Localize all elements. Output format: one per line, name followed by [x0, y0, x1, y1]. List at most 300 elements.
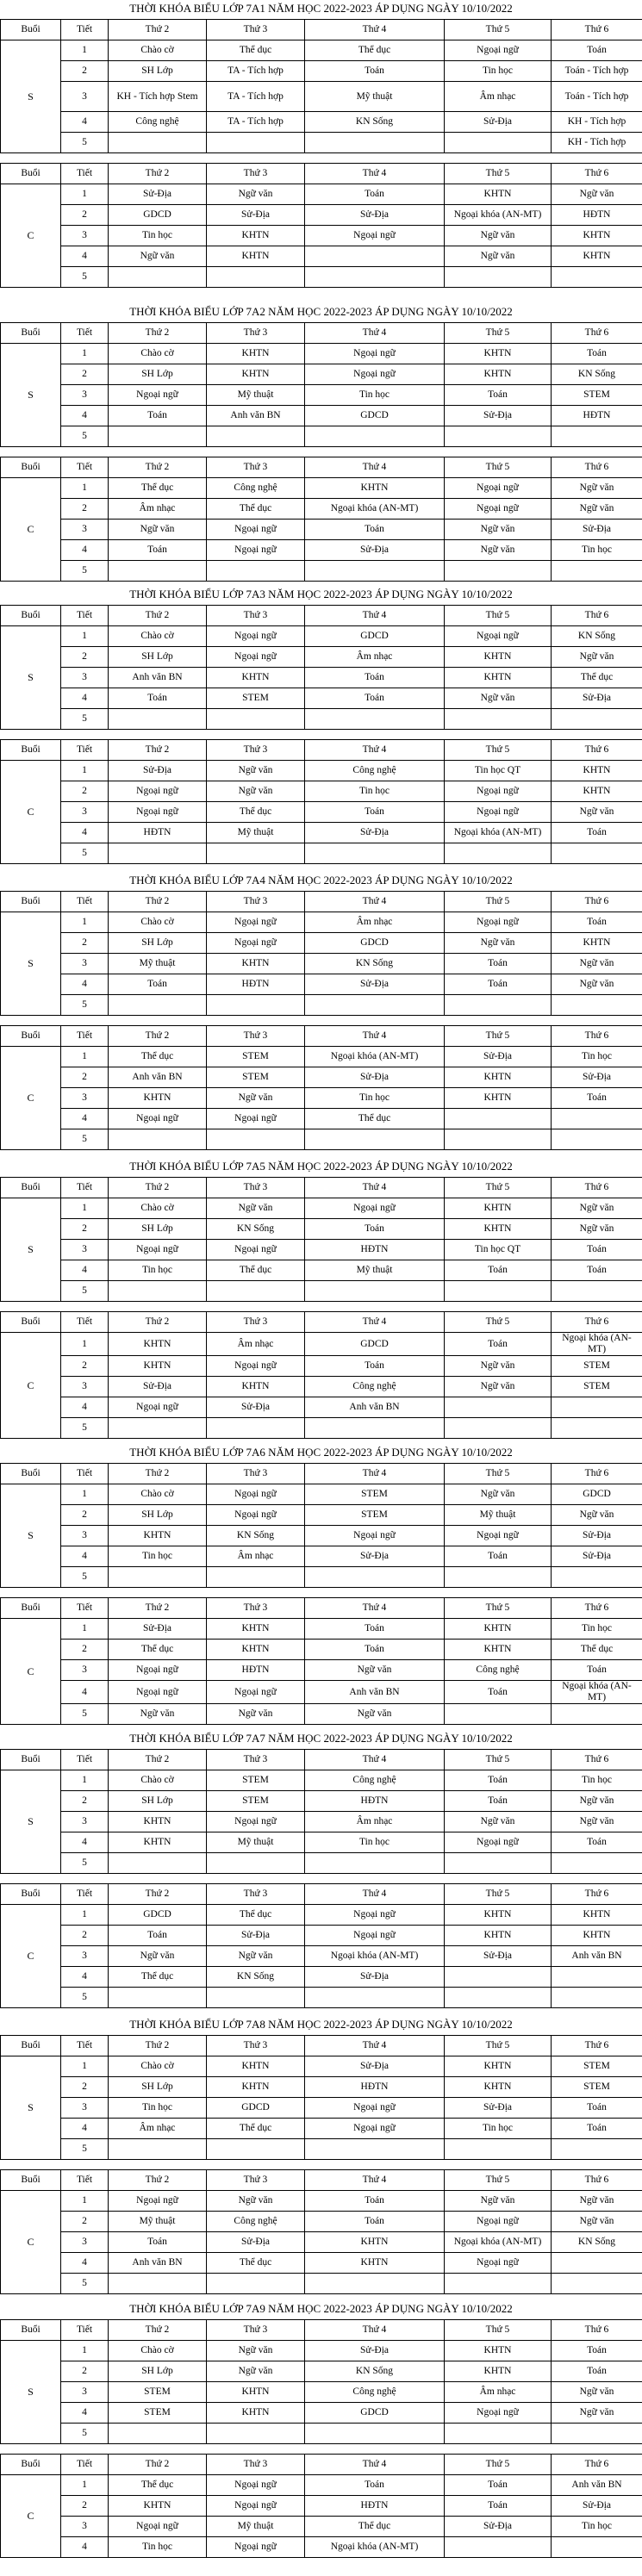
subject-cell: STEM [207, 1791, 305, 1812]
subject-cell [552, 1988, 642, 2008]
gap-cell [109, 1588, 207, 1598]
subject-cell: GDCD [305, 2403, 445, 2424]
period-number: 3 [61, 2232, 109, 2253]
day-header-2: Thứ 2 [109, 1884, 207, 1905]
subject-cell: KN Sống [207, 1967, 305, 1988]
subject-cell [445, 2537, 552, 2558]
period-row [1, 647, 642, 668]
tiet-header: Tiết [61, 2036, 109, 2056]
period-number: 3 [61, 2382, 109, 2403]
subject-cell [445, 561, 552, 582]
period-number: 1 [61, 2475, 109, 2496]
day-header-6: Thứ 6 [552, 1312, 642, 1333]
subject-cell: SH Lớp [109, 647, 207, 668]
subject-cell [207, 709, 305, 730]
class-title: THỜI KHÓA BIỂU LỚP 7A5 NĂM HỌC 2022-2023 ÁP DỤNG NGÀY 10/10/2022 [129, 1160, 513, 1173]
subject-cell: Ngữ văn [552, 2191, 642, 2212]
subject-cell: Ngữ văn [552, 478, 642, 499]
subject-cell: STEM [207, 688, 305, 709]
subject-cell: Chào cờ [109, 912, 207, 933]
subject-cell: Ngữ văn [207, 184, 305, 205]
period-row [1, 2119, 642, 2139]
subject-cell: Ngữ văn [445, 1356, 552, 1377]
period-number: 3 [61, 1240, 109, 1260]
day-header-3: Thứ 3 [207, 457, 305, 478]
subject-cell: Sử-Địa [305, 2341, 445, 2361]
buoi-header: Buổi [1, 1598, 61, 1619]
subject-cell: Anh văn BN [305, 1681, 445, 1704]
subject-cell [109, 1281, 207, 1302]
subject-cell [552, 1567, 642, 1588]
session-label: C [1, 2475, 61, 2558]
gap-cell [305, 730, 445, 740]
subject-cell: KHTN [207, 2403, 305, 2424]
session-label: C [1, 761, 61, 864]
period-number: 3 [61, 520, 109, 540]
period-number: 2 [61, 2361, 109, 2382]
period-number: 2 [61, 1791, 109, 1812]
subject-cell: KN Sống [552, 364, 642, 385]
session-gap [1, 447, 642, 457]
subject-cell: Ngoại ngữ [207, 647, 305, 668]
class-title: THỜI KHÓA BIỂU LỚP 7A1 NĂM HỌC 2022-2023 ÁP DỤNG NGÀY 10/10/2022 [129, 2, 513, 15]
subject-cell: Ngoại ngữ [305, 2098, 445, 2119]
subject-cell: Anh văn BN [109, 668, 207, 688]
period-number: 5 [61, 1567, 109, 1588]
session-label: C [1, 184, 61, 288]
buoi-header: Buổi [1, 1464, 61, 1484]
timetable-7a9 [0, 2319, 642, 2558]
subject-cell: Sử-Địa [552, 1546, 642, 1567]
subject-cell: STEM [305, 1505, 445, 1526]
period-number: 3 [61, 802, 109, 823]
subject-cell [445, 709, 552, 730]
subject-cell [445, 2274, 552, 2294]
subject-cell: Toán [552, 1660, 642, 1681]
subject-cell [207, 995, 305, 1016]
subject-cell: Ngữ văn [445, 1377, 552, 1397]
day-header-6: Thứ 6 [552, 323, 642, 344]
subject-cell: KHTN [552, 761, 642, 781]
period-row [1, 2232, 642, 2253]
gap-cell [207, 2444, 305, 2455]
subject-cell [109, 133, 207, 153]
period-number: 1 [61, 2056, 109, 2077]
session-label: C [1, 1333, 61, 1439]
subject-cell [305, 561, 445, 582]
subject-cell: Anh văn BN [552, 1946, 642, 1967]
subject-cell: Ngữ văn [445, 933, 552, 954]
subject-cell: Toán [552, 2341, 642, 2361]
header-row [1, 2170, 642, 2191]
period-number: 1 [61, 1047, 109, 1067]
subject-cell: Ngoại khóa (AN-MT) [305, 1946, 445, 1967]
subject-cell: Toán [445, 1333, 552, 1356]
subject-cell: HĐTN [207, 1660, 305, 1681]
buoi-header: Buổi [1, 2320, 61, 2341]
gap-cell [552, 2160, 642, 2170]
subject-cell: STEM [207, 1770, 305, 1791]
period-row [1, 184, 642, 205]
period-row [1, 843, 642, 864]
period-row [1, 974, 642, 995]
period-number: 4 [61, 1260, 109, 1281]
buoi-header: Buổi [1, 2170, 61, 2191]
subject-cell [207, 2274, 305, 2294]
subject-cell: Mỹ thuật [109, 954, 207, 974]
period-row [1, 1640, 642, 1660]
period-row [1, 1260, 642, 1281]
subject-cell [305, 1853, 445, 1874]
day-header-6: Thứ 6 [552, 164, 642, 184]
period-row [1, 1660, 642, 1681]
subject-cell: HĐTN [207, 974, 305, 995]
period-row [1, 668, 642, 688]
subject-cell: KHTN [207, 364, 305, 385]
subject-cell [109, 267, 207, 288]
gap-cell [552, 153, 642, 164]
day-header-3: Thứ 3 [207, 1464, 305, 1484]
subject-cell: KHTN [305, 2253, 445, 2274]
subject-cell [445, 1567, 552, 1588]
period-number: 3 [61, 2098, 109, 2119]
subject-cell: KHTN [445, 1219, 552, 1240]
buoi-header: Buổi [1, 323, 61, 344]
subject-cell: Toán [552, 344, 642, 364]
day-header-2: Thứ 2 [109, 892, 207, 912]
subject-cell: Ngoại ngữ [207, 1812, 305, 1832]
timetable-7a6 [0, 1463, 642, 1725]
day-header-4: Thứ 4 [305, 1884, 445, 1905]
subject-cell [552, 1704, 642, 1725]
period-row [1, 1088, 642, 1109]
timetable-7a1 [0, 19, 642, 288]
subject-cell: Ngoại ngữ [109, 2517, 207, 2537]
gap-cell [552, 730, 642, 740]
subject-cell: Sử-Địa [207, 205, 305, 226]
subject-cell: Sử-Địa [305, 2056, 445, 2077]
subject-cell: Chào cờ [109, 626, 207, 647]
header-row [1, 164, 642, 184]
subject-cell: Tin học QT [445, 1240, 552, 1260]
subject-cell [305, 1418, 445, 1439]
session-label: S [1, 1198, 61, 1302]
subject-cell: SH Lớp [109, 1791, 207, 1812]
subject-cell: Ngoại khóa (AN-MT) [445, 823, 552, 843]
subject-cell: Ngữ văn [445, 1484, 552, 1505]
subject-cell: KH - Tích hợp Stem [109, 82, 207, 112]
subject-cell: KHTN [207, 668, 305, 688]
period-number: 1 [61, 1905, 109, 1926]
period-number: 4 [61, 1681, 109, 1704]
period-number: 5 [61, 1281, 109, 1302]
subject-cell: Công nghệ [445, 1660, 552, 1681]
day-header-3: Thứ 3 [207, 323, 305, 344]
day-header-6: Thứ 6 [552, 20, 642, 40]
period-row [1, 1832, 642, 1853]
subject-cell: Ngoại ngữ [207, 2496, 305, 2517]
session-gap [1, 730, 642, 740]
day-header-3: Thứ 3 [207, 1026, 305, 1047]
subject-cell: STEM [109, 2382, 207, 2403]
period-number: 5 [61, 1418, 109, 1439]
subject-cell [305, 995, 445, 1016]
period-row [1, 2382, 642, 2403]
buoi-header: Buổi [1, 892, 61, 912]
subject-cell: Ngoại ngữ [207, 1356, 305, 1377]
subject-cell: Mỹ thuật [305, 1260, 445, 1281]
gap-cell [305, 2444, 445, 2455]
subject-cell: KHTN [445, 1640, 552, 1660]
class-title: THỜI KHÓA BIỂU LỚP 7A3 NĂM HỌC 2022-2023 ÁP DỤNG NGÀY 10/10/2022 [129, 588, 513, 600]
subject-cell: Thể dục [207, 1260, 305, 1281]
subject-cell: Sử-Địa [445, 112, 552, 133]
day-header-5: Thứ 5 [445, 323, 552, 344]
tiet-header: Tiết [61, 606, 109, 626]
period-row [1, 2341, 642, 2361]
subject-cell: Tin học [305, 1832, 445, 1853]
subject-cell: Thể dục [109, 1640, 207, 1660]
period-row [1, 1905, 642, 1926]
period-number: 2 [61, 647, 109, 668]
period-row [1, 1681, 642, 1704]
subject-cell: Ngoại ngữ [305, 226, 445, 246]
subject-cell: Ngữ văn [445, 246, 552, 267]
period-number: 5 [61, 2274, 109, 2294]
subject-cell: Ngoại ngữ [445, 40, 552, 61]
day-header-6: Thứ 6 [552, 1598, 642, 1619]
subject-cell [552, 2424, 642, 2444]
subject-cell: Tin học [552, 1770, 642, 1791]
subject-cell [445, 995, 552, 1016]
period-row [1, 1067, 642, 1088]
subject-cell [552, 2139, 642, 2160]
subject-cell: Ngoại khóa (AN-MT) [552, 1681, 642, 1704]
subject-cell: KN Sống [552, 626, 642, 647]
subject-cell: Toán [552, 823, 642, 843]
subject-cell: Âm nhạc [305, 647, 445, 668]
subject-cell [109, 995, 207, 1016]
day-header-5: Thứ 5 [445, 1178, 552, 1198]
tiet-header: Tiết [61, 1750, 109, 1770]
period-row [1, 1619, 642, 1640]
subject-cell: Ngữ văn [445, 520, 552, 540]
header-row [1, 2455, 642, 2475]
subject-cell: Ngoại ngữ [109, 802, 207, 823]
gap-cell [305, 1588, 445, 1598]
subject-cell [552, 2537, 642, 2558]
period-number: 5 [61, 1988, 109, 2008]
subject-cell [109, 1567, 207, 1588]
period-row [1, 385, 642, 406]
gap-cell [109, 447, 207, 457]
subject-cell: KHTN [109, 2496, 207, 2517]
period-number: 5 [61, 267, 109, 288]
period-row [1, 912, 642, 933]
subject-cell: Ngữ văn [207, 781, 305, 802]
header-row [1, 1750, 642, 1770]
period-number: 2 [61, 781, 109, 802]
period-row [1, 499, 642, 520]
subject-cell: Chào cờ [109, 1770, 207, 1791]
period-number: 2 [61, 1640, 109, 1660]
subject-cell: Toán [305, 668, 445, 688]
period-number: 1 [61, 626, 109, 647]
subject-cell: GDCD [305, 626, 445, 647]
timetable-7a8 [0, 2035, 642, 2294]
session-label: C [1, 2191, 61, 2294]
subject-cell: Ngữ văn [109, 520, 207, 540]
gap-cell [1, 730, 61, 740]
period-row [1, 1129, 642, 1150]
period-number: 4 [61, 1832, 109, 1853]
subject-cell [207, 1129, 305, 1150]
session-label: S [1, 912, 61, 1016]
gap-cell [1, 2160, 61, 2170]
header-row [1, 1884, 642, 1905]
subject-cell: Toán [305, 1619, 445, 1640]
subject-cell: Công nghệ [109, 112, 207, 133]
period-number: 4 [61, 406, 109, 426]
subject-cell: Ngoại ngữ [445, 912, 552, 933]
subject-cell: Toán [305, 520, 445, 540]
tiet-header: Tiết [61, 20, 109, 40]
subject-cell: KN Sống [552, 2232, 642, 2253]
subject-cell: KHTN [445, 668, 552, 688]
subject-cell: Ngoại ngữ [207, 912, 305, 933]
subject-cell: Ngoại ngữ [109, 1397, 207, 1418]
header-row [1, 740, 642, 761]
subject-cell: Sử-Địa [552, 688, 642, 709]
subject-cell [305, 1129, 445, 1150]
period-row [1, 540, 642, 561]
session-gap [1, 1588, 642, 1598]
subject-cell [445, 843, 552, 864]
day-header-3: Thứ 3 [207, 892, 305, 912]
gap-cell [109, 1016, 207, 1026]
period-row [1, 226, 642, 246]
subject-cell: Tin học [552, 540, 642, 561]
subject-cell: Ngoại khóa (AN-MT) [305, 499, 445, 520]
period-row [1, 1333, 642, 1356]
period-row [1, 267, 642, 288]
subject-cell: Sử-Địa [207, 2232, 305, 2253]
subject-cell [109, 2424, 207, 2444]
subject-cell: Toán [305, 2475, 445, 2496]
period-row [1, 520, 642, 540]
subject-cell: Ngoại ngữ [207, 2537, 305, 2558]
session-label: S [1, 2341, 61, 2444]
subject-cell [109, 709, 207, 730]
subject-cell: Tin học [445, 2119, 552, 2139]
subject-cell: Ngoại ngữ [305, 344, 445, 364]
day-header-2: Thứ 2 [109, 606, 207, 626]
subject-cell: Sử-Địa [445, 1047, 552, 1067]
subject-cell: Toán [552, 2119, 642, 2139]
day-header-5: Thứ 5 [445, 606, 552, 626]
subject-cell: Ngữ văn [445, 688, 552, 709]
subject-cell: KHTN [207, 954, 305, 974]
subject-cell: HĐTN [305, 2077, 445, 2098]
subject-cell: Ngoại ngữ [445, 1832, 552, 1853]
subject-cell [305, 709, 445, 730]
subject-cell: KHTN [445, 2077, 552, 2098]
subject-cell [552, 1281, 642, 1302]
period-number: 5 [61, 561, 109, 582]
subject-cell: Thể dục [207, 1905, 305, 1926]
subject-cell: Sử-Địa [109, 1377, 207, 1397]
subject-cell: Mỹ thuật [109, 2212, 207, 2232]
subject-cell: Tin học [109, 2537, 207, 2558]
day-header-2: Thứ 2 [109, 1026, 207, 1047]
subject-cell: Ngữ văn [552, 499, 642, 520]
tiet-header: Tiết [61, 892, 109, 912]
subject-cell: STEM [305, 1484, 445, 1505]
subject-cell [305, 2274, 445, 2294]
period-row [1, 1484, 642, 1505]
subject-cell: Toán [445, 1546, 552, 1567]
day-header-4: Thứ 4 [305, 1178, 445, 1198]
subject-cell: HĐTN [552, 205, 642, 226]
day-header-5: Thứ 5 [445, 20, 552, 40]
period-number: 5 [61, 709, 109, 730]
gap-cell [1, 1302, 61, 1312]
period-row [1, 1240, 642, 1260]
subject-cell: KHTN [445, 184, 552, 205]
day-header-3: Thứ 3 [207, 2320, 305, 2341]
subject-cell: Ngoại ngữ [305, 1198, 445, 1219]
subject-cell: SH Lớp [109, 2361, 207, 2382]
class-title: THỜI KHÓA BIỂU LỚP 7A2 NĂM HỌC 2022-2023 ÁP DỤNG NGÀY 10/10/2022 [129, 305, 513, 318]
period-row [1, 709, 642, 730]
buoi-header: Buổi [1, 164, 61, 184]
subject-cell: HĐTN [552, 406, 642, 426]
subject-cell: KHTN [207, 2382, 305, 2403]
timetable-7a5 [0, 1177, 642, 1439]
period-number: 3 [61, 385, 109, 406]
subject-cell: Ngoại ngữ [445, 626, 552, 647]
period-row [1, 2361, 642, 2382]
subject-cell [552, 267, 642, 288]
timetable-7a4 [0, 891, 642, 1150]
subject-cell: Ngữ văn [445, 226, 552, 246]
subject-cell: GDCD [305, 406, 445, 426]
subject-cell: Công nghệ [305, 761, 445, 781]
subject-cell: Âm nhạc [207, 1546, 305, 1567]
subject-cell: Ngữ văn [552, 184, 642, 205]
subject-cell: KHTN [445, 344, 552, 364]
subject-cell: Toán [109, 2232, 207, 2253]
day-header-2: Thứ 2 [109, 2036, 207, 2056]
subject-cell: Tin học QT [445, 761, 552, 781]
subject-cell: Ngữ văn [552, 2403, 642, 2424]
period-number: 4 [61, 688, 109, 709]
subject-cell: Sử-Địa [305, 1967, 445, 1988]
period-row [1, 1791, 642, 1812]
subject-cell: Ngoại ngữ [109, 1660, 207, 1681]
subject-cell: Ngoại khóa (AN-MT) [552, 1333, 642, 1356]
day-header-2: Thứ 2 [109, 740, 207, 761]
day-header-2: Thứ 2 [109, 2320, 207, 2341]
period-row [1, 2077, 642, 2098]
gap-cell [445, 153, 552, 164]
period-number: 5 [61, 1853, 109, 1874]
subject-cell: Sử-Địa [305, 1067, 445, 1088]
day-header-4: Thứ 4 [305, 323, 445, 344]
subject-cell [552, 843, 642, 864]
subject-cell: Ngoại ngữ [207, 2475, 305, 2496]
subject-cell: KHTN [445, 2361, 552, 2382]
